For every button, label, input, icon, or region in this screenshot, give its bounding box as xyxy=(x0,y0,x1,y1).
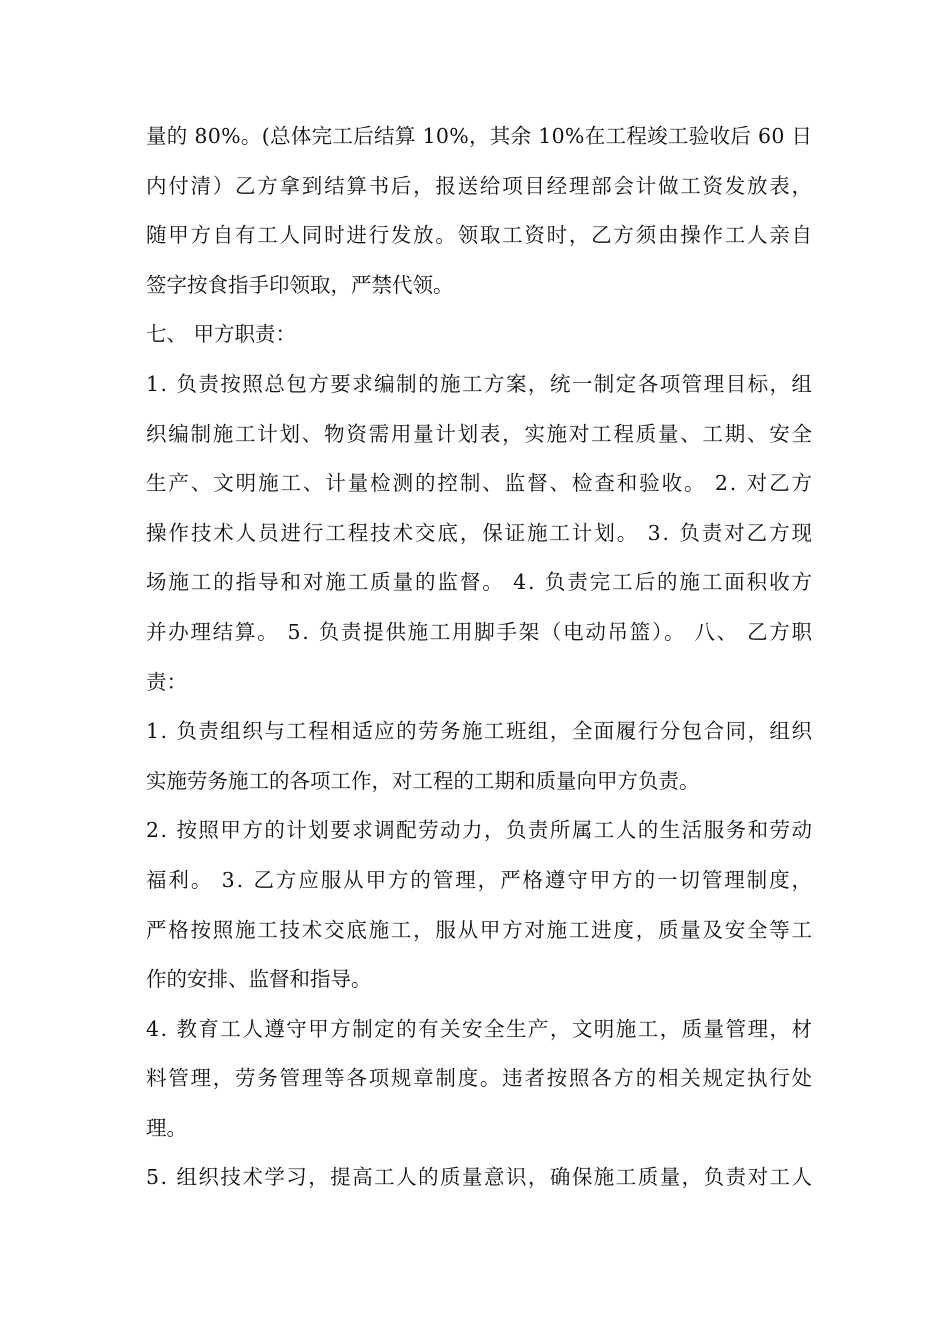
text-line: 实施劳务施工的各项工作，对工程的工期和质量向甲方负责。 xyxy=(146,768,700,793)
text-line: 量的 80%。(总体完工后结算 10%，其余 10%在工程竣工验收后 60 日 xyxy=(146,124,813,148)
text-line: 4. 教育工人遵守甲方制定的有关安全生产，文明施工，质量管理，材 xyxy=(146,1016,814,1041)
text-line: 七、 甲方职责： xyxy=(146,322,297,347)
text-line: 料管理，劳务管理等各项规章制度。违者按照各方的相关规定执行处 xyxy=(146,1066,814,1091)
text-line: 场施工的指导和对施工质量的监督。 4. 负责完工后的施工面积收方 xyxy=(146,570,814,595)
text-line: 随甲方自有工人同时进行发放。领取工资时，乙方须由操作工人亲自 xyxy=(146,223,814,248)
text-line: 5. 组织技术学习，提高工人的质量意识，确保施工质量，负责对工人 xyxy=(146,1165,814,1190)
text-line: 签字按食指手印领取，严禁代领。 xyxy=(146,272,454,297)
text-line: 织编制施工计划、物资需用量计划表，实施对工程质量、工期、安全 xyxy=(146,421,814,446)
text-line: 严格按照施工技术交底施工，服从甲方对施工进度，质量及安全等工 xyxy=(146,917,814,942)
text-line: 理。 xyxy=(146,1115,187,1140)
text-line: 2. 按照甲方的计划要求调配劳动力，负责所属工人的生活服务和劳动 xyxy=(146,818,814,843)
text-line: 责： xyxy=(146,669,187,694)
document-body xyxy=(146,112,812,1203)
text-line: 1. 负责组织与工程相适应的劳务施工班组，全面履行分包合同，组织 xyxy=(146,719,814,744)
text-line: 福利。 3. 乙方应服从甲方的管理，严格遵守甲方的一切管理制度， xyxy=(146,867,814,892)
text-line: 生产、文明施工、计量检测的控制、监督、检查和验收。 2. 对乙方 xyxy=(146,471,814,496)
text-line: 作的安排、监督和指导。 xyxy=(146,967,372,992)
text-line: 1. 负责按照总包方要求编制的施工方案，统一制定各项管理目标，组 xyxy=(146,371,814,396)
text-line: 操作技术人员进行工程技术交底，保证施工计划。 3. 负责对乙方现 xyxy=(146,520,814,545)
text-line: 并办理结算。 5. 负责提供施工用脚手架（电动吊篮）。 八、 乙方职 xyxy=(146,619,814,644)
text-line: 内付清）乙方拿到结算书后，报送给项目经理部会计做工资发放表， xyxy=(146,173,814,198)
